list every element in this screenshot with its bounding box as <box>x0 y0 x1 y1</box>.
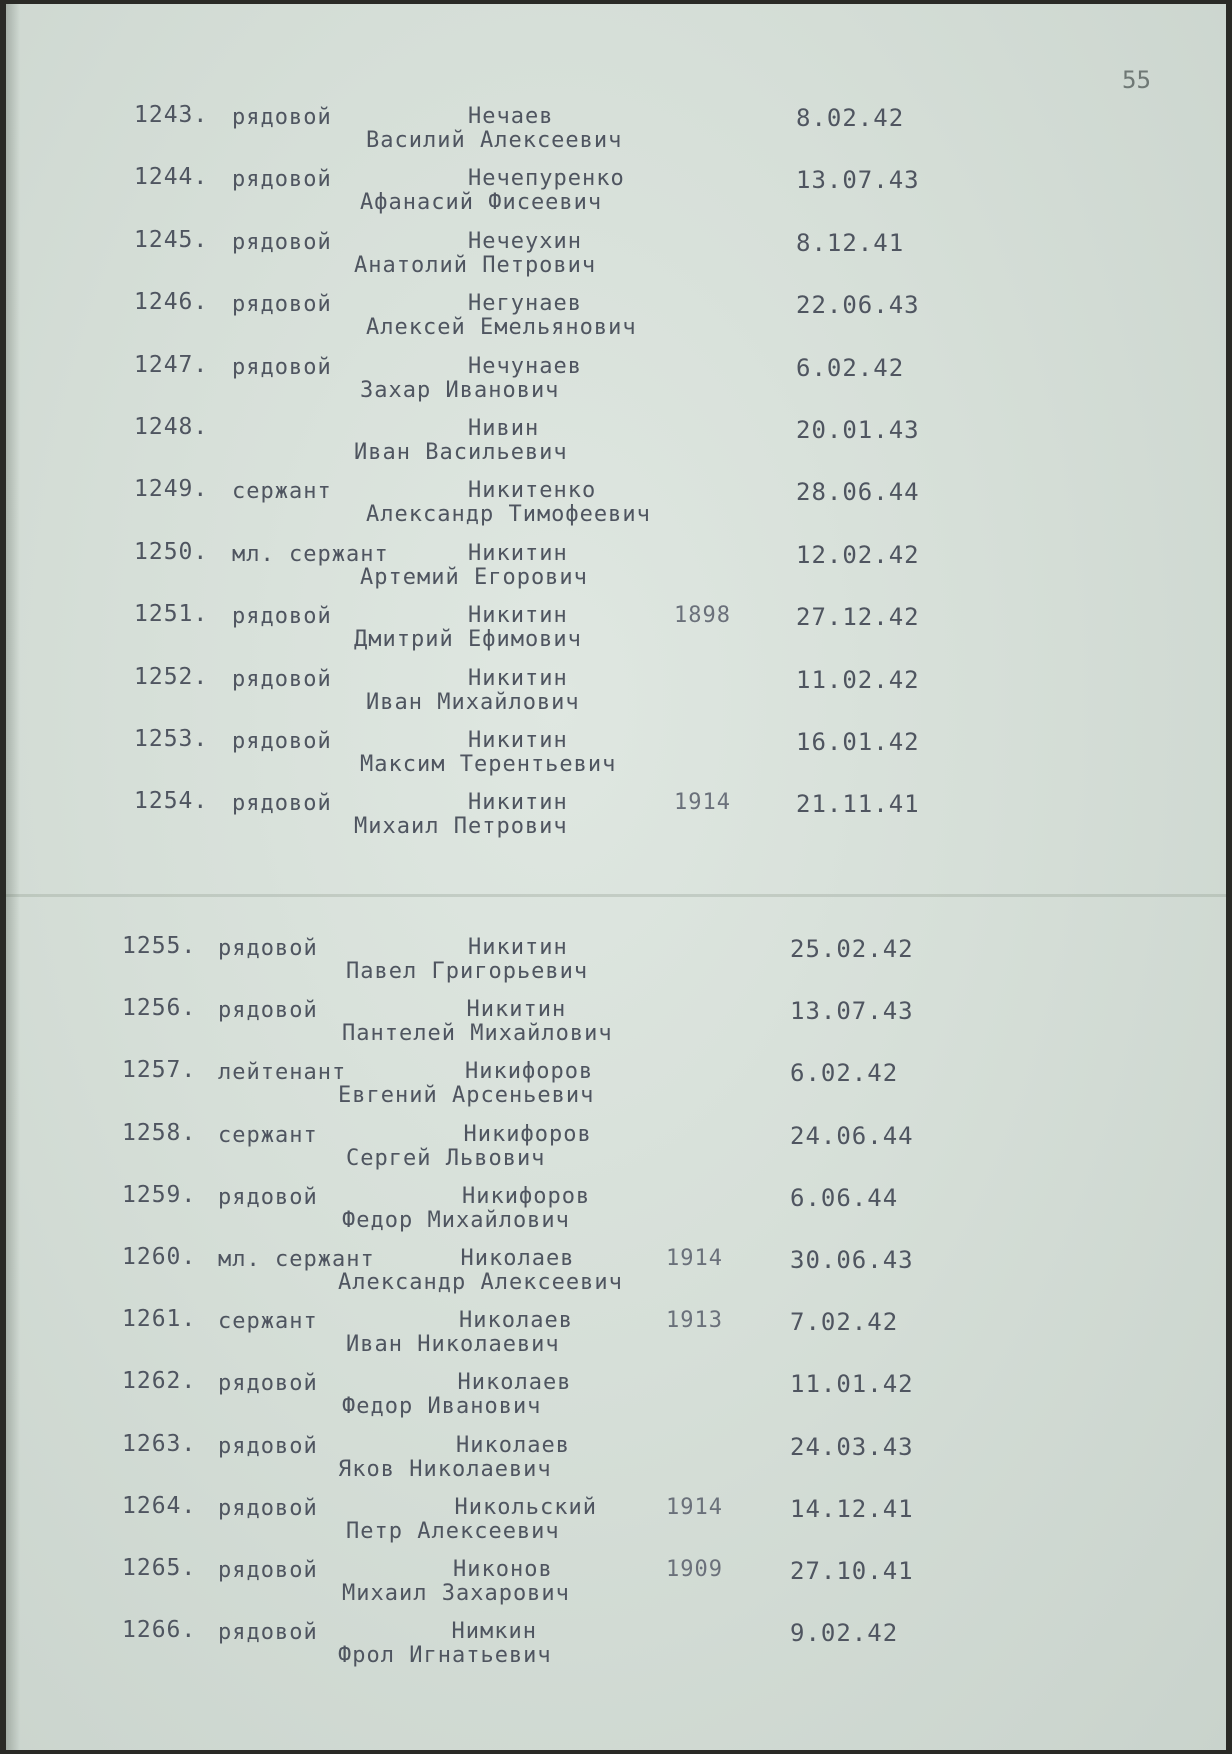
record-date: 12.02.42 <box>796 540 920 569</box>
record-name: Алексей Емельянович <box>366 315 637 341</box>
record-date: 27.10.41 <box>790 1557 914 1585</box>
record-number: 1251. <box>134 601 209 628</box>
record-surname: Никитин <box>468 665 568 691</box>
page-number: 55 <box>1122 66 1151 94</box>
record-row <box>6 289 1226 347</box>
record-rank: рядовой <box>232 729 332 754</box>
record-row <box>6 1057 1226 1115</box>
record-name: Афанасий Фисеевич <box>360 190 603 216</box>
record-row <box>6 1617 1226 1675</box>
record-rank: рядовой <box>218 1433 318 1459</box>
record-date: 11.01.42 <box>790 1370 914 1399</box>
record-surname: Никитенко <box>468 478 597 504</box>
record-row <box>6 1244 1226 1302</box>
record-surname: Николаев <box>456 1432 570 1458</box>
record-name: Фрол Игнатьевич <box>338 1643 552 1669</box>
record-rank: рядовой <box>218 998 318 1024</box>
record-date: 8.12.41 <box>796 228 905 257</box>
record-rank: рядовой <box>218 1558 318 1583</box>
record-surname: Никитин <box>466 997 567 1023</box>
record-date: 16.01.42 <box>796 728 920 756</box>
record-surname: Николаев <box>459 1308 573 1334</box>
record-name: Артемий Егорович <box>360 564 588 590</box>
record-name: Дмитрий Ефимович <box>354 627 582 653</box>
record-rank: рядовой <box>218 1371 318 1397</box>
record-birth-year: 1914 <box>674 790 731 816</box>
record-surname: Никифоров <box>465 1059 594 1085</box>
record-number: 1256. <box>122 995 197 1022</box>
record-rank: сержант <box>218 1309 318 1335</box>
record-name: Евгений Арсеньевич <box>338 1083 595 1109</box>
record-surname: Никитин <box>468 540 568 566</box>
record-rank: сержант <box>218 1122 318 1148</box>
record-surname: Николаев <box>457 1370 572 1396</box>
record-name: Петр Алексеевич <box>346 1518 560 1544</box>
record-rank: рядовой <box>232 666 332 692</box>
record-name: Сергей Львович <box>346 1145 546 1171</box>
record-surname: Нечаев <box>468 104 554 129</box>
record-date: 27.12.42 <box>796 603 920 632</box>
record-number: 1266. <box>122 1617 197 1644</box>
record-birth-year: 1914 <box>666 1494 723 1520</box>
record-number: 1249. <box>134 476 209 503</box>
record-surname: Никифоров <box>463 1121 592 1147</box>
record-row <box>6 1368 1226 1426</box>
record-birth-year: 1909 <box>666 1557 723 1582</box>
record-date: 21.11.41 <box>796 790 920 819</box>
record-name: Иван Николаевич <box>346 1332 560 1358</box>
record-surname: Нечунаев <box>468 353 582 379</box>
record-name: Федор Иванович <box>342 1394 542 1420</box>
record-number: 1263. <box>122 1430 197 1457</box>
record-name: Максим Терентьевич <box>360 752 617 777</box>
record-name: Василий Алексеевич <box>366 128 623 153</box>
record-row <box>6 1182 1226 1240</box>
record-rank: рядовой <box>218 936 318 961</box>
record-row <box>6 726 1226 784</box>
record-row <box>6 352 1226 410</box>
record-surname: Негунаев <box>468 291 582 317</box>
record-birth-year: 1898 <box>674 603 731 629</box>
record-name: Анатолий Петрович <box>354 252 597 278</box>
record-number: 1257. <box>122 1057 197 1084</box>
record-name: Михаил Захарович <box>342 1581 570 1606</box>
record-birth-year: 1913 <box>666 1308 723 1334</box>
record-row <box>6 414 1226 472</box>
record-date: 13.07.43 <box>790 997 914 1026</box>
document-page <box>6 4 1226 1750</box>
record-rank: рядовой <box>232 229 332 255</box>
record-number: 1252. <box>134 663 209 690</box>
record-number: 1254. <box>134 788 209 815</box>
record-number: 1248. <box>134 414 209 440</box>
record-name: Александр Тимофеевич <box>366 502 651 528</box>
record-number: 1262. <box>122 1368 197 1395</box>
record-row <box>6 476 1226 534</box>
record-surname: Нимкин <box>451 1619 537 1645</box>
record-date: 9.02.42 <box>790 1619 899 1648</box>
record-row <box>6 1306 1226 1364</box>
record-row <box>6 1431 1226 1489</box>
record-surname: Никифоров <box>462 1183 591 1209</box>
record-surname: Никитин <box>468 790 568 816</box>
record-surname: Нивин <box>468 416 540 441</box>
record-surname: Никитин <box>468 728 568 753</box>
record-name: Захар Иванович <box>360 377 560 403</box>
record-number: 1245. <box>134 226 209 253</box>
record-row <box>6 227 1226 285</box>
record-surname: Никитин <box>468 935 568 960</box>
record-surname: Никонов <box>453 1557 553 1582</box>
record-number: 1246. <box>134 289 209 316</box>
record-number: 1260. <box>122 1244 197 1270</box>
record-number: 1243. <box>134 102 209 128</box>
record-row <box>6 164 1226 222</box>
record-rank: рядовой <box>218 1620 318 1646</box>
record-row <box>6 664 1226 722</box>
record-date: 30.06.43 <box>790 1246 914 1274</box>
record-date: 13.07.43 <box>796 166 920 195</box>
record-name: Михаил Петрович <box>354 814 568 840</box>
record-name: Иван Михайлович <box>366 689 580 715</box>
record-number: 1258. <box>122 1119 197 1146</box>
record-rank: рядовой <box>232 105 332 130</box>
record-number: 1259. <box>122 1181 197 1208</box>
record-name: Павел Григорьевич <box>346 959 589 984</box>
record-row <box>6 1493 1226 1551</box>
record-rank: мл. сержант <box>232 541 389 567</box>
record-number: 1261. <box>122 1306 197 1333</box>
record-rank: рядовой <box>218 1495 318 1521</box>
record-surname: Николаев <box>460 1246 575 1271</box>
record-number: 1244. <box>134 164 209 191</box>
record-date: 24.03.43 <box>790 1432 914 1461</box>
record-rank: рядовой <box>218 1184 318 1210</box>
record-row <box>6 1555 1226 1613</box>
record-rank: рядовой <box>232 604 332 630</box>
record-surname: Нечепуренко <box>468 166 625 192</box>
record-surname: Нечеухин <box>468 228 582 254</box>
record-rank: лейтенант <box>218 1060 347 1086</box>
record-row <box>6 539 1226 597</box>
record-date: 7.02.42 <box>790 1308 899 1337</box>
record-number: 1264. <box>122 1492 197 1519</box>
record-date: 6.06.44 <box>790 1183 899 1212</box>
record-rank: рядовой <box>232 292 332 318</box>
record-date: 25.02.42 <box>790 935 914 963</box>
record-number: 1250. <box>134 538 209 565</box>
record-name: Иван Васильевич <box>354 440 568 465</box>
record-number: 1265. <box>122 1555 197 1581</box>
record-surname: Никитин <box>468 603 568 629</box>
record-name: Александр Алексеевич <box>338 1270 623 1295</box>
record-date: 6.02.42 <box>790 1059 899 1088</box>
record-name: Федор Михайлович <box>342 1207 570 1233</box>
record-date: 20.01.43 <box>796 416 920 444</box>
record-name: Яков Николаевич <box>338 1456 552 1482</box>
record-row <box>6 933 1226 991</box>
record-surname: Никольский <box>454 1494 597 1520</box>
record-rank: сержант <box>232 479 332 505</box>
record-date: 11.02.42 <box>796 665 920 694</box>
record-number: 1255. <box>122 933 197 959</box>
record-rank: рядовой <box>232 167 332 193</box>
record-number: 1253. <box>134 726 209 752</box>
record-name: Пантелей Михайлович <box>342 1021 613 1047</box>
record-row <box>6 788 1226 846</box>
record-date: 24.06.44 <box>790 1121 914 1150</box>
record-row <box>6 601 1226 659</box>
record-row <box>6 1120 1226 1178</box>
record-date: 28.06.44 <box>796 478 920 507</box>
record-row <box>6 995 1226 1053</box>
record-rank: мл. сержант <box>218 1247 375 1272</box>
record-date: 14.12.41 <box>790 1494 914 1523</box>
record-date: 6.02.42 <box>796 353 905 382</box>
record-row <box>6 102 1226 160</box>
record-birth-year: 1914 <box>666 1246 723 1271</box>
record-number: 1247. <box>134 351 209 378</box>
record-rank: рядовой <box>232 791 332 817</box>
record-date: 8.02.42 <box>796 104 905 132</box>
record-date: 22.06.43 <box>796 291 920 320</box>
record-rank: рядовой <box>232 354 332 380</box>
